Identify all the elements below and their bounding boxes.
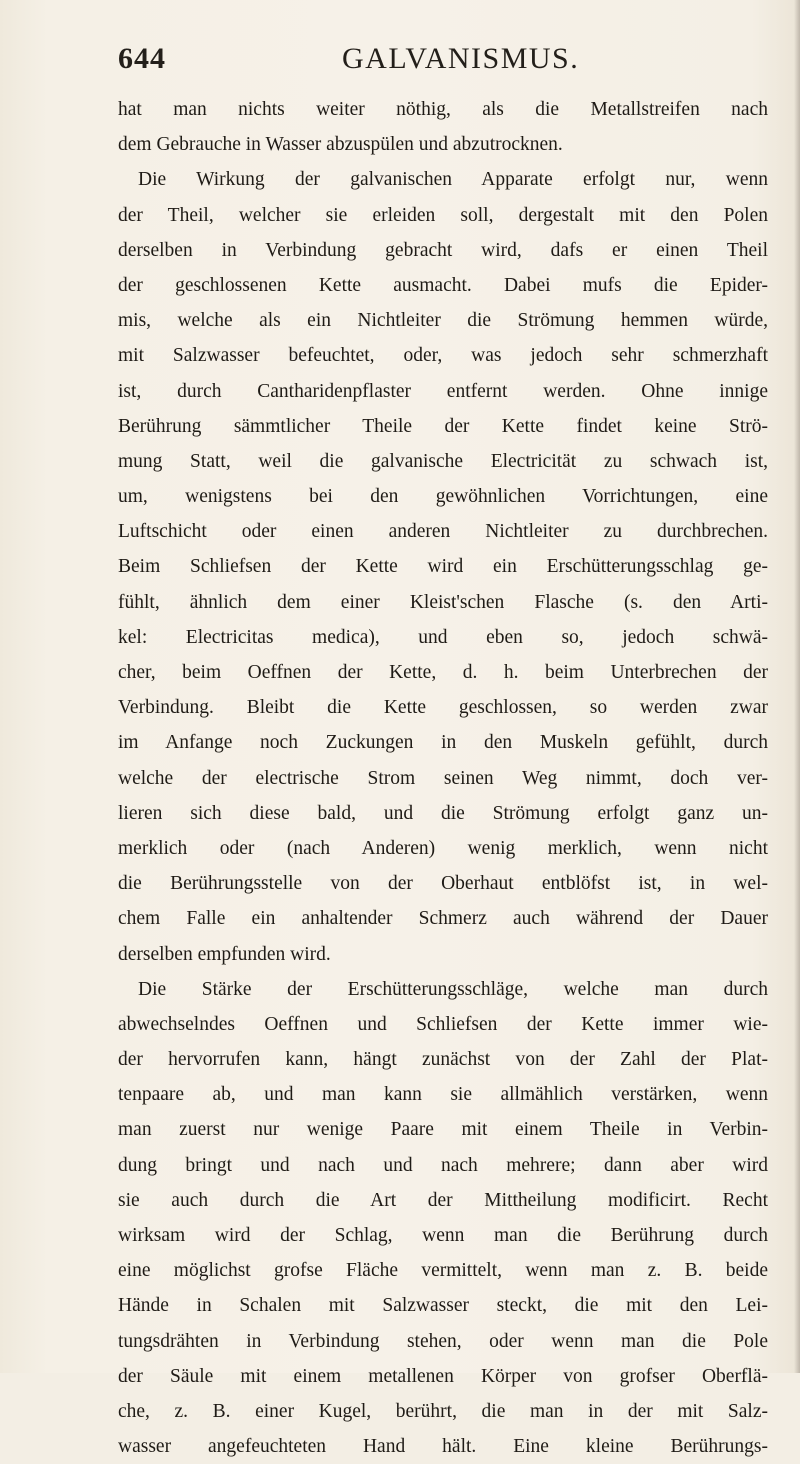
text-line: Hände in Schalen mit Salzwasser steckt, die mit den Lei-	[118, 1295, 768, 1317]
text-line: der Theil, welcher sie erleiden soll, dergestalt mit den Polen	[118, 204, 768, 226]
text-line: ist, durch Cantharidenpflaster entfernt werden. Ohne innige	[118, 380, 768, 402]
text-line: cher, beim Oeffnen der Kette, d. h. beim Unterbrechen der	[118, 662, 768, 683]
text-line: abwechselndes Oeffnen und Schliefsen der Kette immer wie-	[118, 1013, 768, 1035]
running-title: GALVANISMUS.	[342, 42, 580, 75]
body-text	[118, 92, 768, 1464]
text-line: kel: Electricitas medica), und eben so, jedoch schwä-	[118, 626, 768, 648]
text-line: tungsdrähten in Verbindung stehen, oder wenn man die Pole	[118, 1330, 768, 1352]
text-line: Berührung sämmtlicher Theile der Kette findet keine Strö-	[118, 415, 768, 437]
text-line: der Säule mit einem metallenen Körper von grofser Oberflä-	[118, 1365, 768, 1387]
text-line: man zuerst nur wenige Paare mit einem Theile in Verbin-	[118, 1119, 768, 1141]
text-line: lieren sich diese bald, und die Strömung erfolgt ganz un-	[118, 802, 768, 824]
text-line: wasser angefeuchteten Hand hält. Eine kleine Berührungs-	[118, 1436, 768, 1458]
text-line: derselben empfunden wird.	[118, 943, 331, 965]
text-line: dung bringt und nach und nach mehrere; dann aber wird	[118, 1154, 768, 1176]
text-line: derselben in Verbindung gebracht wird, dafs er einen Theil	[118, 239, 768, 261]
text-line: dem Gebrauche in Wasser abzuspülen und abzutrocknen.	[118, 134, 563, 156]
text-line: merklich oder (nach Anderen) wenig merklich, wenn nicht	[118, 837, 768, 859]
text-line: Die Wirkung der galvanischen Apparate erfolgt nur, wenn	[138, 169, 768, 191]
text-line: Verbindung. Bleibt die Kette geschlossen, so werden zwar	[118, 697, 768, 719]
page-header	[118, 42, 718, 86]
text-line: der hervorrufen kann, hängt zunächst von der Zahl der Plat-	[118, 1049, 768, 1071]
text-line: sie auch durch die Art der Mittheilung modificirt. Recht	[118, 1189, 768, 1211]
text-line: die Berührungsstelle von der Oberhaut entblöfst ist, in wel-	[118, 873, 768, 895]
text-line: wirksam wird der Schlag, wenn man die Berührung durch	[118, 1225, 768, 1246]
text-line: der geschlossenen Kette ausmacht. Dabei mufs die Epider-	[118, 274, 768, 296]
text-line: welche der electrische Strom seinen Weg nimmt, doch ver-	[118, 767, 768, 789]
text-line: Luftschicht oder einen anderen Nichtleiter zu durchbrechen.	[118, 521, 768, 543]
text-line: mis, welche als ein Nichtleiter die Strömung hemmen würde,	[118, 310, 768, 332]
text-line: im Anfange noch Zuckungen in den Muskeln gefühlt, durch	[118, 732, 768, 754]
text-line: Beim Schliefsen der Kette wird ein Erschütterungsschlag ge-	[118, 556, 768, 578]
page-edge-shadow	[794, 0, 800, 1373]
text-line: tenpaare ab, und man kann sie allmählich verstärken, wenn	[118, 1084, 768, 1106]
text-line: fühlt, ähnlich dem einer Kleist'schen Flasche (s. den Arti-	[118, 591, 768, 613]
text-line: chem Falle ein anhaltender Schmerz auch während der Dauer	[118, 908, 768, 930]
text-line: um, wenigstens bei den gewöhnlichen Vorrichtungen, eine	[118, 486, 768, 508]
text-line: Die Stärke der Erschütterungsschläge, welche man durch	[138, 978, 768, 1000]
text-line: eine möglichst grofse Fläche vermittelt, wenn man z. B. beide	[118, 1260, 768, 1282]
text-line: mit Salzwasser befeuchtet, oder, was jedoch sehr schmerzhaft	[118, 345, 768, 367]
text-line: hat man nichts weiter nöthig, als die Metallstreifen nach	[118, 99, 768, 120]
page-number: 644	[118, 42, 166, 75]
text-line: mung Statt, weil die galvanische Electricität zu schwach ist,	[118, 450, 768, 472]
text-line: che, z. B. einer Kugel, berührt, die man in der mit Salz-	[118, 1400, 768, 1422]
